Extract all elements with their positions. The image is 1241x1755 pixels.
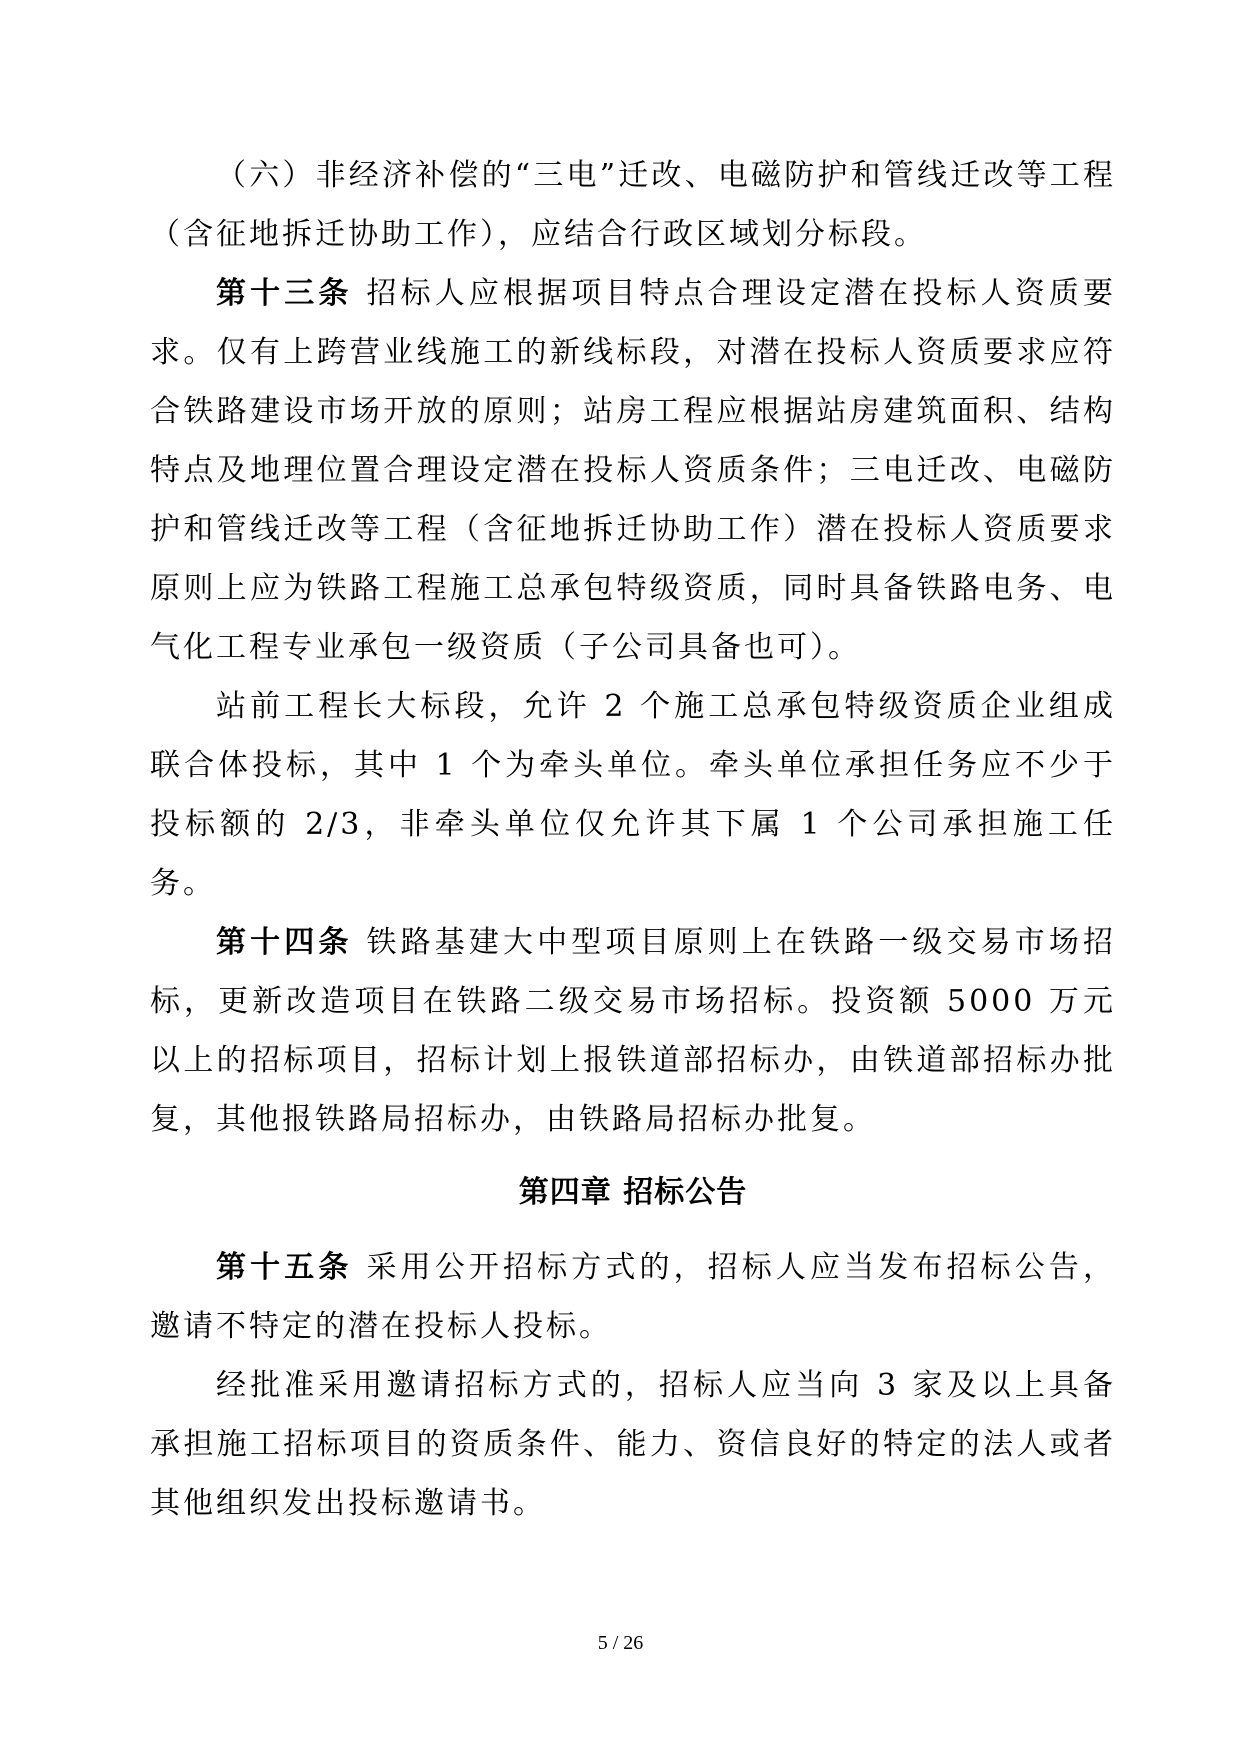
document-body <box>150 146 1116 1533</box>
article-14 <box>150 913 1116 1149</box>
article-15 <box>150 1238 1116 1356</box>
article-15-label: 第十五条 <box>216 1250 353 1285</box>
article-14-label: 第十四条 <box>216 925 353 960</box>
paragraph-six: （六）非经济补偿的“三电”迁改、电磁防护和管线迁改等工程（含征地拆迁协助工作），应结合行政区域划分标段。 <box>150 158 1116 252</box>
paragraph-invitation: 经批准采用邀请招标方式的，招标人应当向 3 家及以上具备承担施工招标项目的资质条件、能力、资信良好的特定的法人或者其他组织发出投标邀请书。 <box>150 1368 1116 1521</box>
article-13-text: 招标人应根据项目特点合理设定潜在投标人资质要求。仅有上跨营业线施工的新线标段，对潜在投标人资质要求应符合铁路建设市场开放的原则；站房工程应根据站房建筑面积、结构特点及地理位置合理设定潜在投标人资质条件；三电迁改、电磁防护和管线迁改等工程（含征地拆迁协助工作）潜在投标人资质要求原则上应为铁路工程施工总承包特级资质，同时具备铁路电务、电气化工程专业承包一级资质（子公司具备也可）。 <box>150 276 1117 665</box>
article-13 <box>150 264 1116 677</box>
page-number: 5 / 26 <box>597 1632 644 1654</box>
article-15-text: 采用公开招标方式的，招标人应当发布招标公告，邀请不特定的潜在投标人投标。 <box>150 1250 1117 1344</box>
article-14-text: 铁路基建大中型项目原则上在铁路一级交易市场招标，更新改造项目在铁路二级交易市场招标。投资额 5000 万元以上的招标项目，招标计划上报铁道部招标办，由铁道部招标办批复，其他报铁路局招标办，由铁路局招标办批复。 <box>150 925 1117 1137</box>
paragraph-joint-bid: 站前工程长大标段，允许 2 个施工总承包特级资质企业组成联合体投标，其中 1 个为牵头单位。牵头单位承担任务应不少于投标额的 2/3，非牵头单位仅允许其下属 1 个公司承担施工任务。 <box>150 689 1116 901</box>
article-13-label: 第十三条 <box>216 276 353 311</box>
chapter-heading: 第四章 招标公告 <box>518 1175 748 1210</box>
